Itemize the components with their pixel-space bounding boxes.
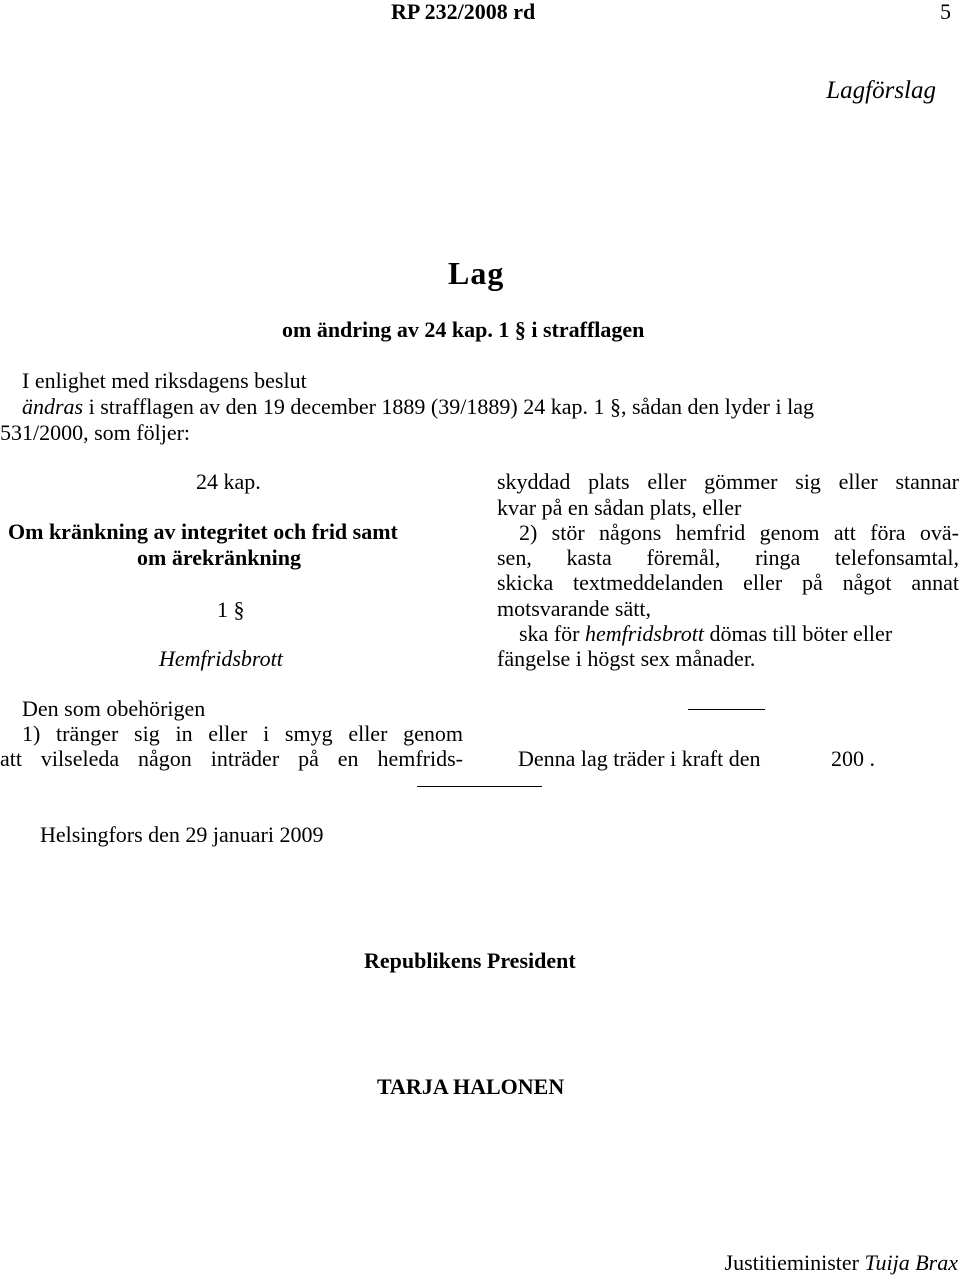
law-title: Lag (448, 255, 505, 291)
right-line-2: kvar på en sådan plats, eller (497, 495, 742, 520)
place-and-date: Helsingfors den 29 januari 2009 (40, 822, 324, 847)
entry-into-force-year: 200 . (831, 746, 875, 771)
chapter-number: 24 kap. (196, 469, 261, 494)
chapter-title-line-1: Om kränkning av integritet och frid samt (8, 519, 398, 544)
preamble-line-3: 531/2000, som följer: (0, 420, 191, 445)
right-line-4: sen, kasta föremål, ringa telefonsamtal, (497, 545, 959, 570)
president-title: Republikens President (364, 948, 576, 973)
law-subtitle: om ändring av 24 kap. 1 § i strafflagen (282, 317, 645, 342)
separator-rule-long (417, 786, 542, 787)
right-line-7-post: dömas till böter eller (703, 621, 893, 646)
paragraph-item-1-line-1: 1) tränger sig in eller i smyg eller genom (22, 721, 463, 746)
separator-rule-short (688, 709, 765, 710)
minister-signature (725, 1250, 958, 1276)
preamble-line-1: I enlighet med riksdagens beslut (22, 368, 307, 393)
right-line-7 (519, 621, 892, 647)
section-number: 1 § (217, 597, 245, 622)
right-line-3: 2) stör någons hemfrid genom att föra ovä- (519, 520, 959, 545)
minister-title: Justitieminister (724, 1250, 859, 1275)
right-line-7-pre: ska för (519, 621, 585, 646)
minister-name: Tuija Brax (864, 1250, 958, 1275)
offence-name: hemfridsbrott (584, 621, 704, 646)
paragraph-item-1-line-2: att vilseleda någon inträder på en hemfrids- (0, 746, 463, 771)
paragraph-intro: Den som obehörigen (22, 696, 206, 721)
section-heading: Lagförslag (826, 77, 936, 104)
section-title: Hemfridsbrott (159, 646, 283, 671)
right-line-8: fängelse i högst sex månader. (497, 646, 756, 671)
preamble-line-2-rest: i strafflagen av den 19 december 1889 (39/1889) 24 kap. 1 §, sådan den lyder i lag (83, 394, 815, 419)
document-reference: RP 232/2008 rd (391, 0, 536, 24)
right-line-5: skicka textmeddelanden eller på något annat (497, 570, 959, 595)
page-number: 5 (940, 0, 951, 24)
president-name: TARJA HALONEN (377, 1074, 565, 1099)
right-line-6: motsvarande sätt, (497, 596, 651, 621)
entry-into-force-text: Denna lag träder i kraft den (518, 746, 761, 771)
preamble-amend-word: ändras (22, 394, 84, 419)
right-line-1: skyddad plats eller gömmer sig eller stannar (497, 469, 959, 494)
preamble-line-2 (22, 394, 814, 420)
chapter-title-line-2: om ärekränkning (137, 545, 302, 570)
